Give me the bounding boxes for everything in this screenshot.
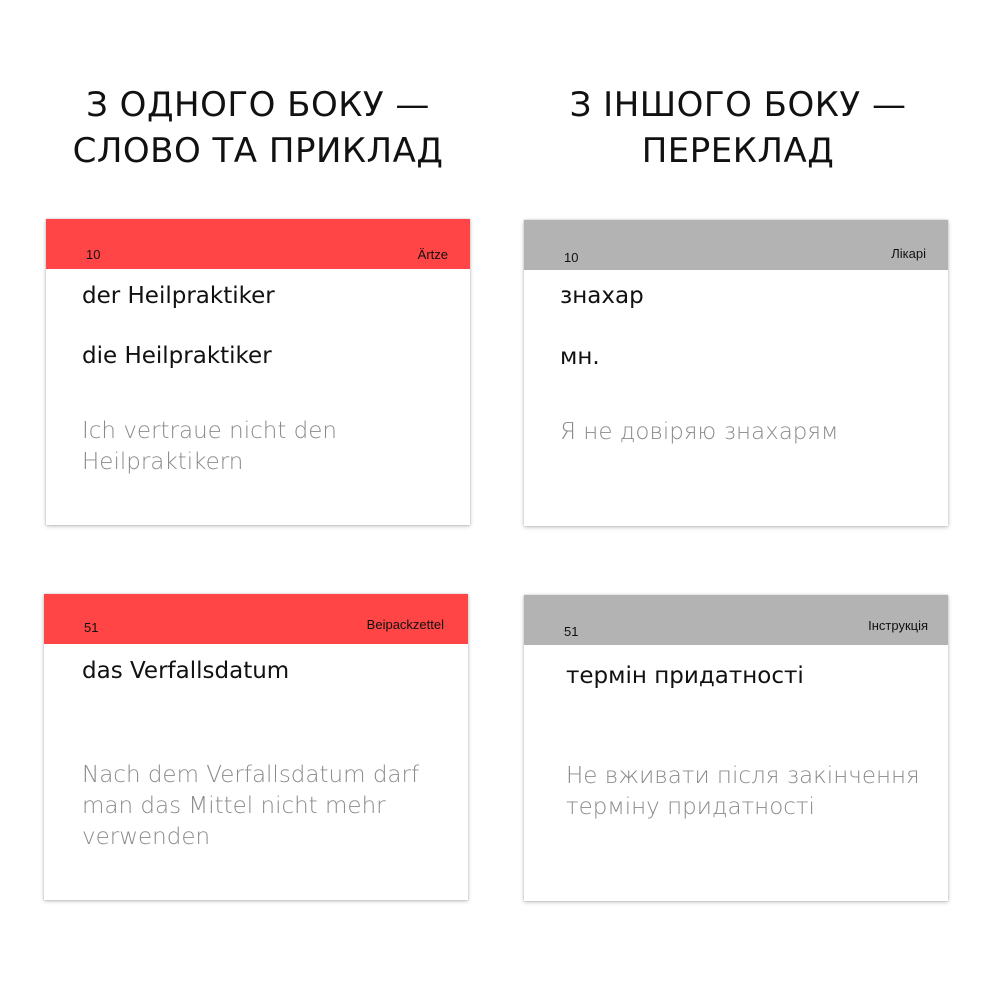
card-number: 51 [564, 624, 579, 639]
card-example-translation: Не вживати після закінчення терміну придатності [566, 763, 920, 820]
card-number: 10 [86, 247, 101, 262]
card-header-band [524, 220, 948, 270]
card-translation: знахар [560, 283, 644, 309]
card-header-band [46, 219, 470, 269]
back-side-heading-line-1: З ІНШОГО БОКУ — [569, 85, 907, 125]
card-word-plural: die Heilpraktiker [82, 343, 272, 369]
flashcard-back-10 [524, 220, 948, 526]
front-side-heading [38, 82, 478, 174]
back-side-heading-line-2: ПЕРЕКЛАД [641, 131, 835, 171]
card-plural-note: мн. [560, 344, 600, 370]
front-side-heading-line-1: З ОДНОГО БОКУ — [86, 85, 430, 125]
front-side-heading-line-2: СЛОВО ТА ПРИКЛАД [72, 131, 444, 171]
card-word-singular: der Heilpraktiker [82, 283, 275, 309]
card-number: 10 [564, 250, 579, 265]
card-word-singular: das Verfallsdatum [82, 658, 290, 684]
card-topic: Інструкція [868, 618, 928, 633]
flashcard-front-10 [46, 219, 470, 525]
card-topic: Лікарі [891, 246, 926, 261]
card-topic: Ärtze [417, 247, 448, 262]
flashcard-back-51 [524, 595, 948, 901]
card-number: 51 [84, 620, 99, 635]
card-example-translation: Я не довіряю знахарям [560, 419, 839, 445]
card-topic: Beipackzettel [366, 617, 444, 632]
flashcard-front-51 [44, 594, 468, 900]
card-example-sentence: Nach dem Verfallsdatum darf man das Mittel nicht mehr verwenden [82, 762, 420, 850]
card-example-sentence: Ich vertraue nicht den Heilpraktikern [82, 418, 337, 475]
card-translation: термін придатності [566, 663, 804, 689]
back-side-heading [518, 82, 958, 174]
